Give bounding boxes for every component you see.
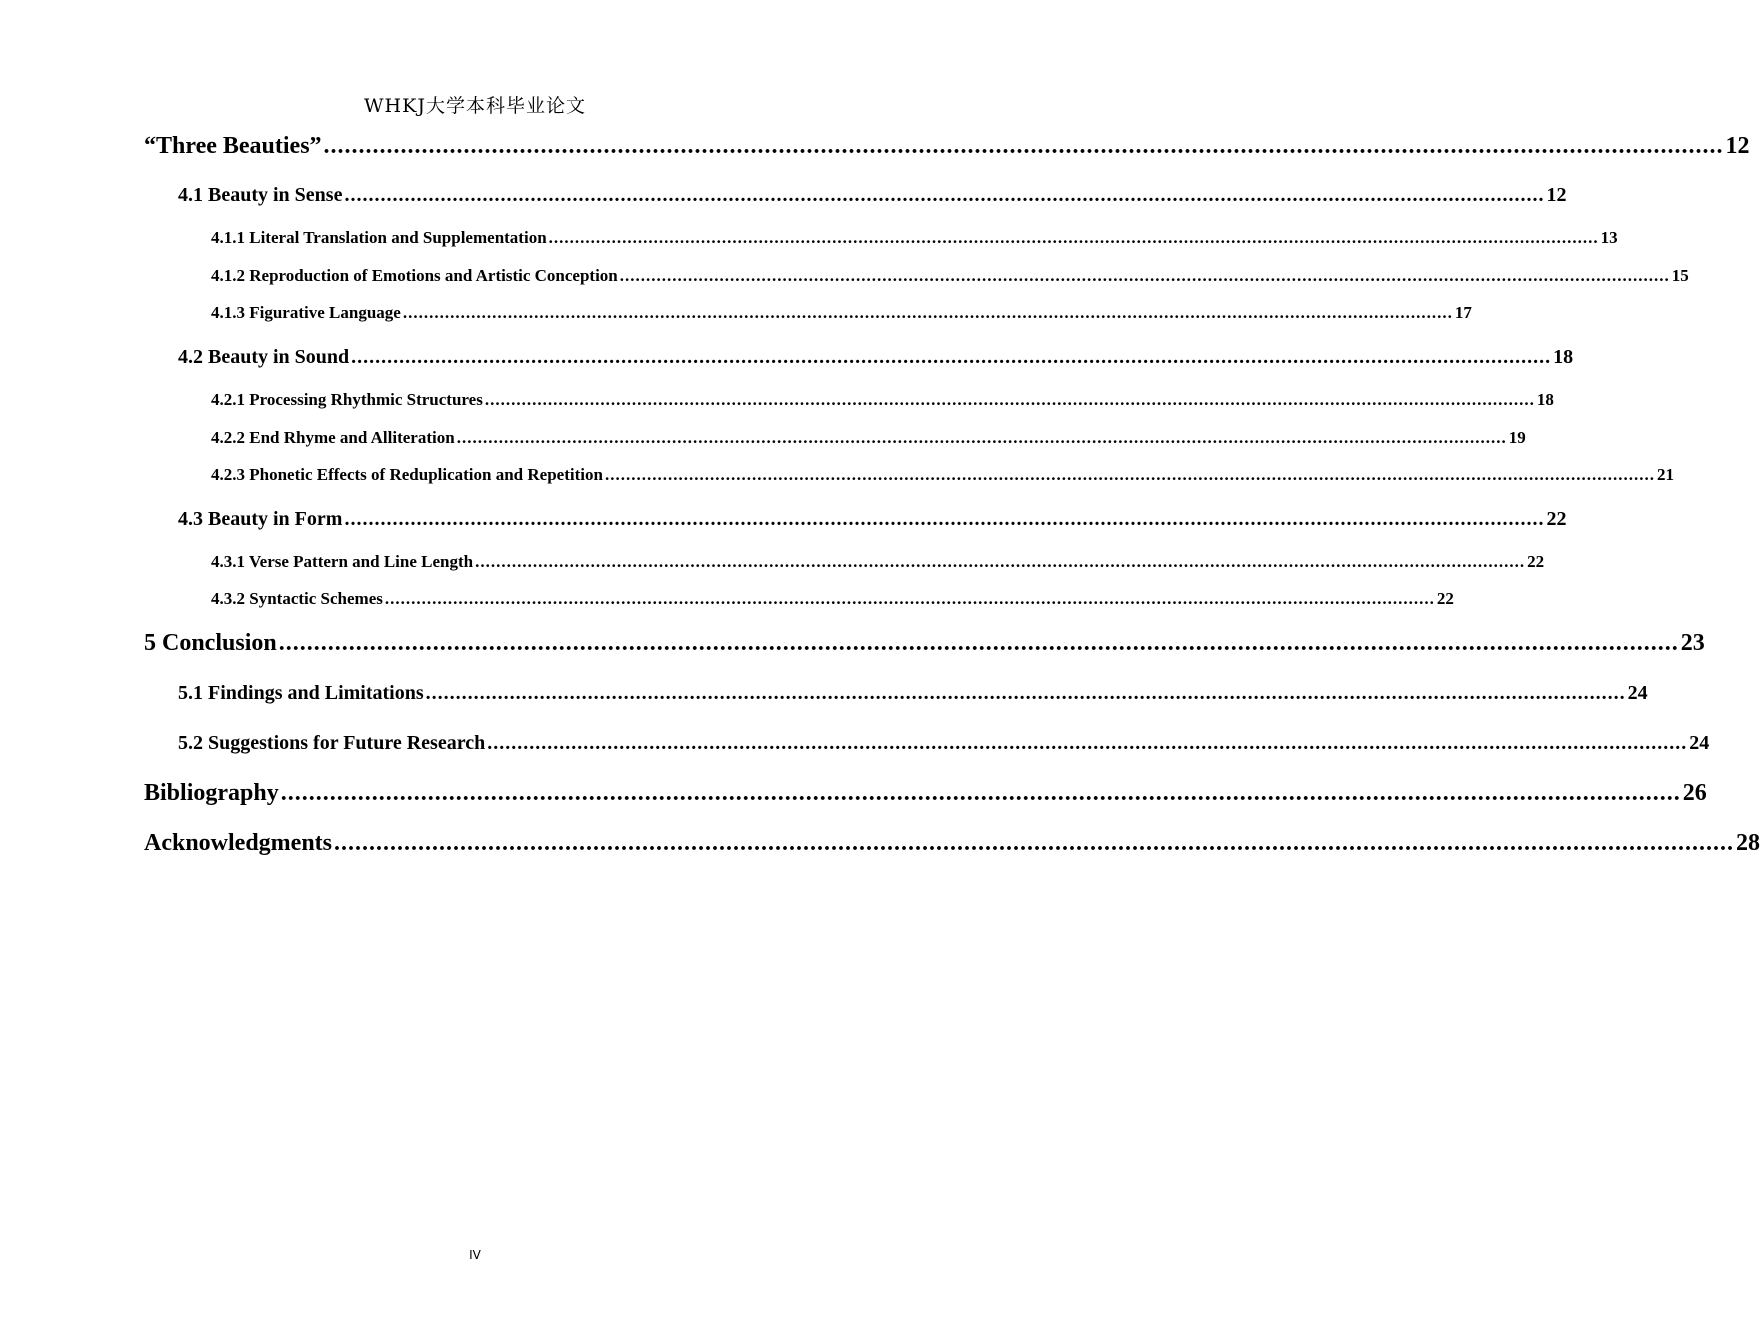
page-number: IV [469,1248,481,1262]
toc-entry-title: 4.2.1 Processing Rhythmic Structures [211,390,483,409]
toc-entry-page: 28 [1736,830,1760,856]
toc-entry-title: 4.1 Beauty in Sense [178,184,343,206]
toc-entry-page: 12 [1546,184,1567,206]
toc-entry[interactable] [211,550,1545,574]
dot-leader: ........................................................................................................................................................................................................ [334,830,1735,856]
toc-entry-title: 5.1 Findings and Limitations [178,682,424,704]
toc-entry-page: 18 [1553,346,1574,368]
dot-leader: ........................................................................................................................................................................................................ [456,428,1507,447]
toc-entry[interactable] [211,463,1674,487]
toc-entry[interactable] [144,130,1750,162]
toc-entry-page: 26 [1682,780,1707,806]
toc-entry-title: 4.2 Beauty in Sound [178,346,350,368]
toc-entry-title: 4.1.2 Reproduction of Emotions and Artistic Conception [211,266,618,285]
dot-leader: ........................................................................................................................................................................................................ [548,228,1599,247]
toc-entry[interactable] [211,388,1554,412]
toc-entry-title: Acknowledgments [144,830,333,856]
dot-leader: ........................................................................................................................................................................................................ [604,465,1655,484]
running-header: WHKJ大学本科毕业论文 [364,95,586,117]
dot-leader: ........................................................................................................................................................................................................ [475,552,1526,571]
toc-entry[interactable] [178,343,1574,371]
toc-entry-title: 4.3 Beauty in Form [178,508,343,530]
toc-entry-page: 17 [1454,303,1472,322]
toc-entry[interactable] [211,587,1454,611]
toc-entry-page: 15 [1671,266,1689,285]
dot-leader: ........................................................................................................................................................................................................ [402,303,1453,322]
toc-entry-title: 4.3.1 Verse Pattern and Line Length [211,552,474,571]
toc-entry[interactable] [178,729,1710,757]
toc-entry-title: 5.2 Suggestions for Future Research [178,732,486,754]
toc-entry-page: 21 [1656,465,1674,484]
dot-leader: ........................................................................................................................................................................................................ [323,133,1724,159]
toc-entry-title: 4.3.2 Syntactic Schemes [211,589,383,608]
toc-entry-page: 12 [1725,133,1750,159]
dot-leader: ........................................................................................................................................................................................................ [619,266,1670,285]
toc-entry-page: 19 [1508,428,1526,447]
toc-entry-page: 23 [1680,630,1705,656]
toc-entry-title: 4.1.1 Literal Translation and Supplementation [211,228,547,247]
dot-leader: ........................................................................................................................................................................................................ [351,346,1552,368]
toc-entry-title: 5 Conclusion [144,630,277,656]
toc-entry[interactable] [178,679,1648,707]
toc-entry[interactable] [211,426,1526,450]
toc-entry[interactable] [211,226,1618,250]
dot-leader: ........................................................................................................................................................................................................ [425,682,1626,704]
toc-entry[interactable] [144,827,1760,859]
dot-leader: ........................................................................................................................................................................................................ [487,732,1688,754]
dot-leader: ........................................................................................................................................................................................................ [484,390,1535,409]
toc-entry-page: 24 [1689,732,1710,754]
toc-entry[interactable] [211,301,1472,325]
dot-leader: ........................................................................................................................................................................................................ [384,589,1435,608]
toc-entry-page: 22 [1527,552,1545,571]
toc-entry[interactable] [144,777,1707,809]
toc-entry-title: “Three Beauties” [144,133,322,159]
toc-entry[interactable] [211,264,1689,288]
toc-entry[interactable] [178,505,1567,533]
dot-leader: ........................................................................................................................................................................................................ [344,184,1545,206]
toc-entry-title: 4.2.3 Phonetic Effects of Reduplication and Repetition [211,465,603,484]
toc-entry-page: 13 [1600,228,1618,247]
dot-leader: ........................................................................................................................................................................................................ [344,508,1545,530]
dot-leader: ........................................................................................................................................................................................................ [278,630,1679,656]
dot-leader: ........................................................................................................................................................................................................ [280,780,1681,806]
toc-entry-title: 4.2.2 End Rhyme and Alliteration [211,428,455,447]
toc-entry-title: Bibliography [144,780,279,806]
toc-entry-page: 22 [1436,589,1454,608]
toc-entry-page: 22 [1546,508,1567,530]
toc-entry-page: 18 [1536,390,1554,409]
toc-entry[interactable] [178,181,1567,209]
toc-entry-page: 24 [1627,682,1648,704]
toc-entry-title: 4.1.3 Figurative Language [211,303,401,322]
toc-entry[interactable] [144,627,1705,659]
